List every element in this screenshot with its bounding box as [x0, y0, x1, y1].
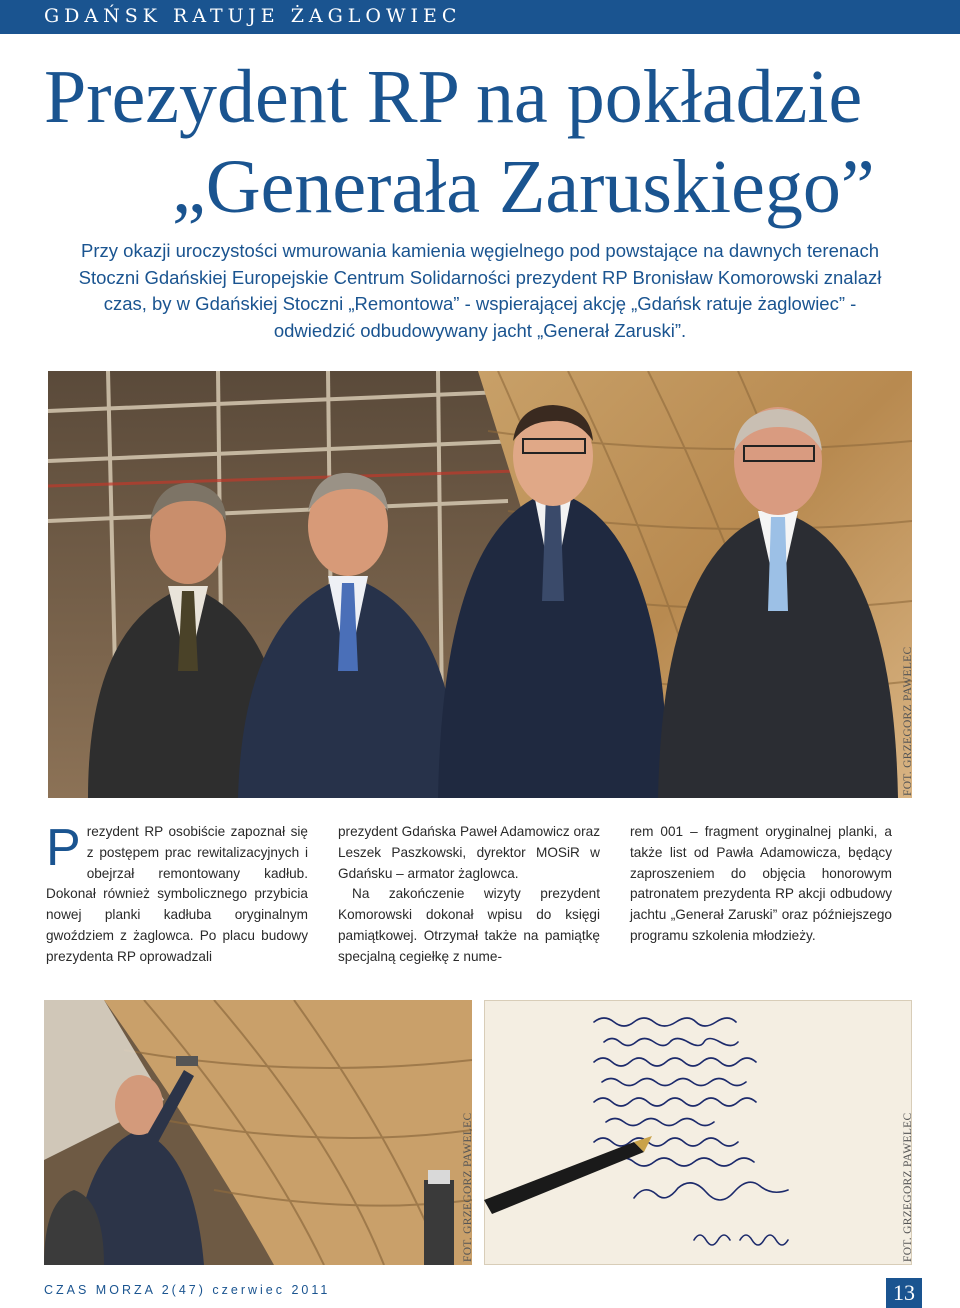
col2-paragraph-1: prezydent Gdańska Paweł Adamowicz oraz Leszek Paszkowski, dyrektor MOSiR w Gdańsku – armator żaglowca.: [338, 824, 600, 881]
article-column-3: [630, 822, 892, 947]
lead-paragraph: Przy okazji uroczystości wmurowania kamienia węgielnego pod powstające na dawnych terenach Stoczni Gdańskiej Europejskie Centrum Solidarności prezydent RP Bronisław Komorowski znalazł czas, by w Gdańskiej Stoczni „Remontowa” - wspierającej akcję „Gdańsk ratuje żaglowiec” - odwiedzić odbudowywany jacht „Generał Zaruski”.: [78, 240, 882, 341]
title-line-2: „Generała Zaruskiego”: [172, 145, 875, 229]
magazine-footer: CZAS MORZA 2(47) czerwiec 2011: [44, 1283, 331, 1297]
nail-photo-image: [44, 1000, 472, 1265]
main-photo-image: [48, 371, 912, 798]
main-photo: [48, 371, 912, 798]
article-column-1: [46, 819, 308, 968]
nail-photo-credit: FOT. GRZEGORZ PAWELEC: [462, 1112, 474, 1262]
col1-paragraph: rezydent RP osobiście zapoznał się z postępem prac rewitalizacyjnych i obejrzał remontowany kadłub. Dokonał również symbolicznego przybicia nowej planki kadłuba oryginalnym gwoździem z żaglowca. Po placu budowy prezydenta RP oprowadzali: [46, 824, 308, 964]
col2-paragraph-2: Na zakończenie wizyty prezydent Komorowski dokonał wpisu do księgi pamiątkowej. Otrzymał także na pamiątkę specjalną cegiełkę z nume-: [338, 886, 600, 964]
section-header-bar: [0, 0, 960, 34]
nail-photo: [44, 1000, 472, 1265]
article-column-2: [338, 822, 600, 968]
drop-cap: P: [46, 819, 81, 877]
title-line-1: Prezydent RP na pokładzie: [44, 55, 863, 139]
col3-paragraph: rem 001 – fragment oryginalnej planki, a także list od Pawła Adamowicza, będący zaproszeniem do objęcia honorowym patronatem prezydenta RP akcji odbudowy jachtu „Generał Zaruski” oraz późniejszego programu szkolenia młodzieży.: [630, 824, 892, 943]
guestbook-photo: [484, 1000, 912, 1265]
section-label: GDAŃSK RATUJE ŻAGLOWIEC: [44, 5, 462, 27]
guestbook-photo-image: [484, 1000, 912, 1265]
guestbook-photo-credit: FOT. GRZEGORZ PAWELEC: [902, 1112, 914, 1262]
page-title: [44, 52, 924, 232]
page-number: 13: [886, 1278, 922, 1308]
main-photo-credit: FOT. GRZEGORZ PAWELEC: [902, 646, 914, 796]
